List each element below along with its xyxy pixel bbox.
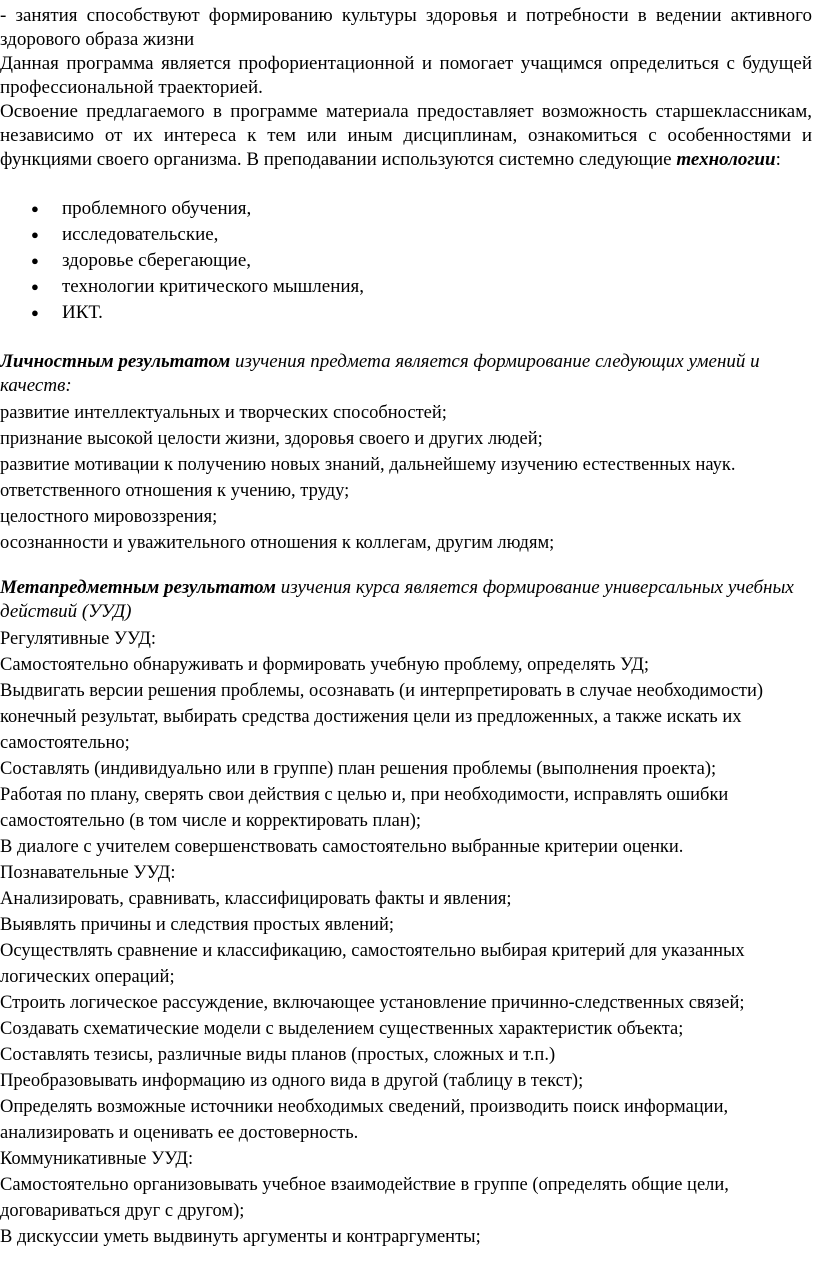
intro-section [0,4,812,172]
uud-item: Преобразовывать информацию из одного вида в другой (таблицу в текст); [0,1071,584,1091]
uud-section [0,626,816,1250]
list-item [0,248,364,274]
technologies-term: технологии [676,149,776,170]
intro-paragraph-2: Данная программа является профориентационной и помогает учащимся определиться с будущей профессиональной траекторией. [0,53,812,98]
uud-item: В диалоге с учителем совершенствовать самостоятельно выбранные критерии оценки. [0,837,684,857]
uud-item: Составлять тезисы, различные виды планов (простых, сложных и т.п.) [0,1045,556,1065]
uud-item: Составлять (индивидуально или в группе) план решения проблемы (выполнения проекта); [0,759,717,779]
bullet-icon: ● [31,201,39,216]
bullet-icon: ● [31,279,39,294]
intro-paragraph-3-end: : [775,149,781,170]
uud-item: Определять возможные источники необходимых сведений, производить поиск информации, анализировать и оценивать ее достоверность. [0,1097,729,1143]
bullet-icon: ● [31,253,39,268]
intro-paragraph-1: - занятия способствуют формированию культуры здоровья и потребности в ведении активного здорового образа жизни [0,5,812,50]
list-item-text: проблемного обучения, [62,198,252,219]
personal-results-term: Личностным результатом [0,351,231,372]
technologies-list [0,196,364,326]
uud-item: Выявлять причины и следствия простых явлений; [0,915,395,935]
personal-results-lead [0,350,812,398]
uud-heading-regulative: Регулятивные УУД: [0,629,156,649]
uud-heading-communicative: Коммуникативные УУД: [0,1149,194,1169]
personal-result-item: развитие интеллектуальных и творческих способностей; [0,403,447,423]
personal-result-item: признание высокой целости жизни, здоровья своего и других людей; [0,429,543,449]
personal-result-item: осознанности и уважительного отношения к коллегам, другим людям; [0,533,555,553]
list-item [0,196,364,222]
bullet-icon: ● [31,227,39,242]
meta-results-section [0,576,812,626]
uud-item: Осуществлять сравнение и классификацию, самостоятельно выбирая критерий для указанных логических операций; [0,941,745,987]
uud-item: Анализировать, сравнивать, классифицировать факты и явления; [0,889,512,909]
uud-item: Работая по плану, сверять свои действия с целью и, при необходимости, исправлять ошибки самостоятельно (в том числе и корректировать план); [0,785,729,831]
list-item [0,300,364,326]
uud-item: В дискуссии уметь выдвинуть аргументы и контраргументы; [0,1227,481,1247]
intro-paragraph-3-text: Освоение предлагаемого в программе материала предоставляет возможность старшеклассникам, независимо от их интереса к тем или иным дисциплинам, ознакомиться с особенностями и функциями своего организма. В преподавании используются системно следующие [0,101,812,170]
bullet-icon: ● [31,305,39,320]
meta-results-lead-text: изучения курса является формирование универсальных учебных действий (УУД) [0,577,794,622]
uud-item: Выдвигать версии решения проблемы, осознавать (и интерпретировать в случае необходимости) конечный результат, выбирать средства достижения цели из предложенных, а также искать их самостоятельно; [0,681,764,753]
list-item-text: ИКТ. [62,302,103,323]
intro-paragraph-3 [0,100,812,172]
list-item-text: технологии критического мышления, [62,276,365,297]
uud-item: Строить логическое рассуждение, включающее установление причинно-следственных связей; [0,993,745,1013]
meta-results-term: Метапредметным результатом [0,577,276,598]
list-item [0,274,364,300]
personal-result-item: ответственного отношения к учению, труду; [0,481,350,501]
uud-item: Самостоятельно обнаруживать и формировать учебную проблему, определять УД; [0,655,650,675]
list-item-text: исследовательские, [62,224,219,245]
personal-results-section [0,350,812,556]
personal-result-item: развитие мотивации к получению новых знаний, дальнейшему изучению естественных наук. [0,455,736,475]
meta-results-lead [0,576,812,624]
uud-item: Самостоятельно организовывать учебное взаимодействие в группе (определять общие цели, договариваться друг с другом); [0,1175,729,1221]
personal-results-lead-text: изучения предмета является формирование следующих умений и качеств: [0,351,760,396]
uud-item: Создавать схематические модели с выделением существенных характеристик объекта; [0,1019,684,1039]
personal-result-item: целостного мировоззрения; [0,507,218,527]
uud-heading-cognitive: Познавательные УУД: [0,863,176,883]
list-item [0,222,364,248]
list-item-text: здоровье сберегающие, [62,250,251,271]
